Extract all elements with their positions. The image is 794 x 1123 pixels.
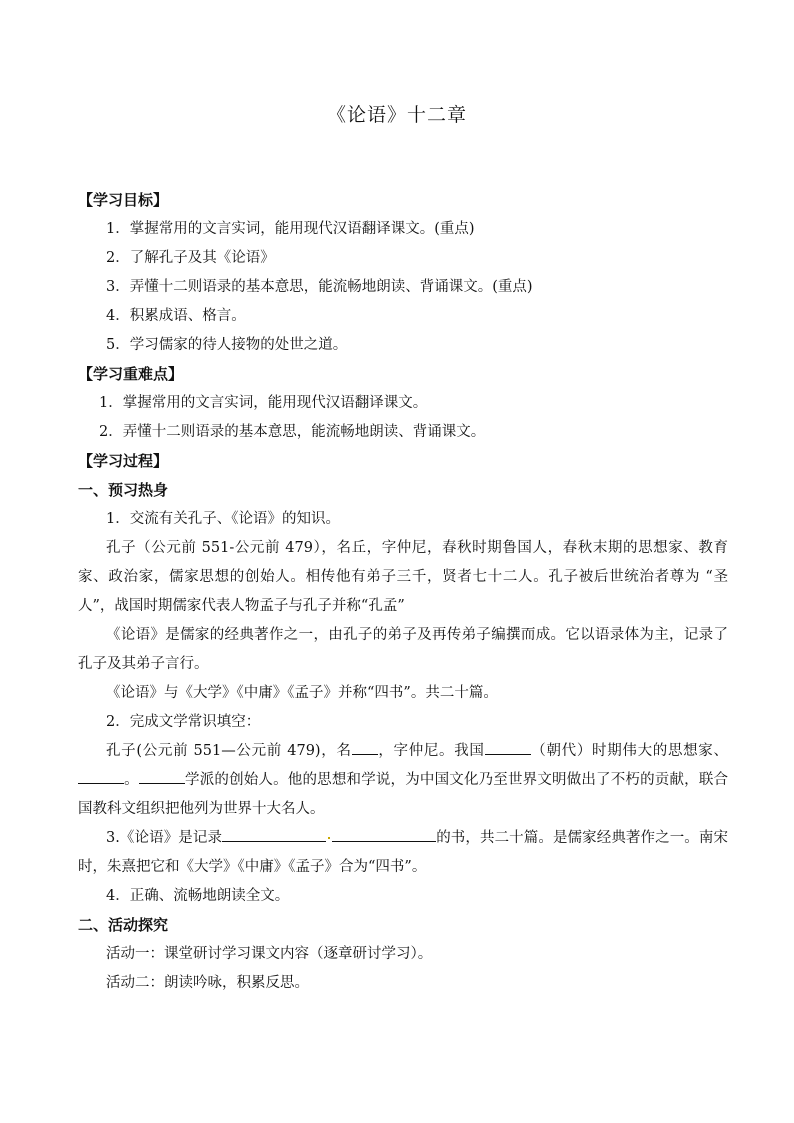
fill1-text-d: 。	[124, 772, 139, 788]
record-blank-1[interactable]	[222, 825, 326, 842]
fill1-text-a: 孔子(公元前 551—公元前 479)，名	[106, 743, 352, 759]
process-heading: 【学习过程】	[78, 452, 169, 470]
goal-item: 5．学习儒家的待人接物的处世之道。	[106, 337, 348, 353]
fill-in-paragraph-2	[78, 824, 728, 882]
goal-item: 1．掌握常用的文言实词，能用现代汉语翻译课文。(重点)	[106, 221, 475, 237]
key-point-item: 2．弄懂十二则语录的基本意思，能流畅地朗读、背诵课文。	[99, 424, 486, 440]
key-points-heading: 【学习重难点】	[78, 365, 184, 383]
page-title: 《论语》十二章	[326, 104, 467, 126]
analects-paragraph: 《论语》是儒家的经典著作之一，由孔子的弟子及再传弟子编撰而成。它以语录体为主，记录了孔子及其弟子言行。	[78, 627, 728, 672]
activity-2: 活动二：朗读吟咏，积累反思。	[106, 975, 309, 991]
record-blank-2[interactable]	[332, 825, 436, 842]
goal-item: 3．弄懂十二则语录的基本意思，能流畅地朗读、背诵课文。(重点)	[106, 279, 533, 295]
activity-1: 活动一：课堂研讨学习课文内容（逐章研讨学习）。	[106, 946, 433, 962]
document-body	[78, 186, 728, 998]
goals-heading: 【学习目标】	[78, 191, 169, 209]
confucius-paragraph: 孔子（公元前 551-公元前 479），名丘，字仲尼，春秋时期鲁国人，春秋末期的思想家、教育家、政治家，儒家思想的创始人。相传他有弟子三千，贤者七十二人。孔子被后世统治者尊为 “圣人”，战国时期儒家代表人物孟子与孔子并称“孔孟”	[78, 540, 728, 614]
dynasty-blank[interactable]	[485, 738, 531, 755]
section1-heading: 一、预习热身	[78, 481, 169, 499]
fill2-text-b: 的书，共二十篇。是儒家经典著作之一。南宋时，朱熹把它和《大学》《中庸》《孟子》合为“四书”。	[78, 830, 728, 875]
school-blank[interactable]	[139, 767, 185, 784]
fill1-text-b: ，字仲尼。我国	[377, 743, 485, 759]
marker-dot	[328, 837, 330, 839]
section1-item1: 1．交流有关孔子、《论语》的知识。	[106, 511, 340, 527]
section2-heading: 二、活动探究	[78, 916, 169, 934]
key-point-item: 1．掌握常用的文言实词，能用现代汉语翻译课文。	[99, 395, 428, 411]
fill2-text-a: 3.《论语》是记录	[106, 830, 223, 846]
name-blank[interactable]	[352, 738, 378, 755]
title-blank[interactable]	[78, 767, 124, 784]
section1-item4: 4．正确、流畅地朗读全文。	[106, 888, 290, 904]
section1-item2: 2．完成文学常识填空：	[106, 714, 261, 730]
four-books-paragraph: 《论语》与《大学》《中庸》《孟子》并称“四书”。共二十篇。	[106, 685, 498, 701]
fill1-text-e: 学派的创始人。他的思想和学说，为中国文化乃至世界文明做出了不朽的贡献，联合国教科文组织把他列为世界十大名人。	[78, 772, 728, 817]
fill-in-paragraph-1	[78, 737, 728, 824]
fill1-text-c: （朝代）时期伟大的思想家、	[530, 743, 728, 759]
goal-item: 4．积累成语、格言。	[106, 308, 246, 324]
goal-item: 2．了解孔子及其《论语》	[106, 250, 275, 266]
